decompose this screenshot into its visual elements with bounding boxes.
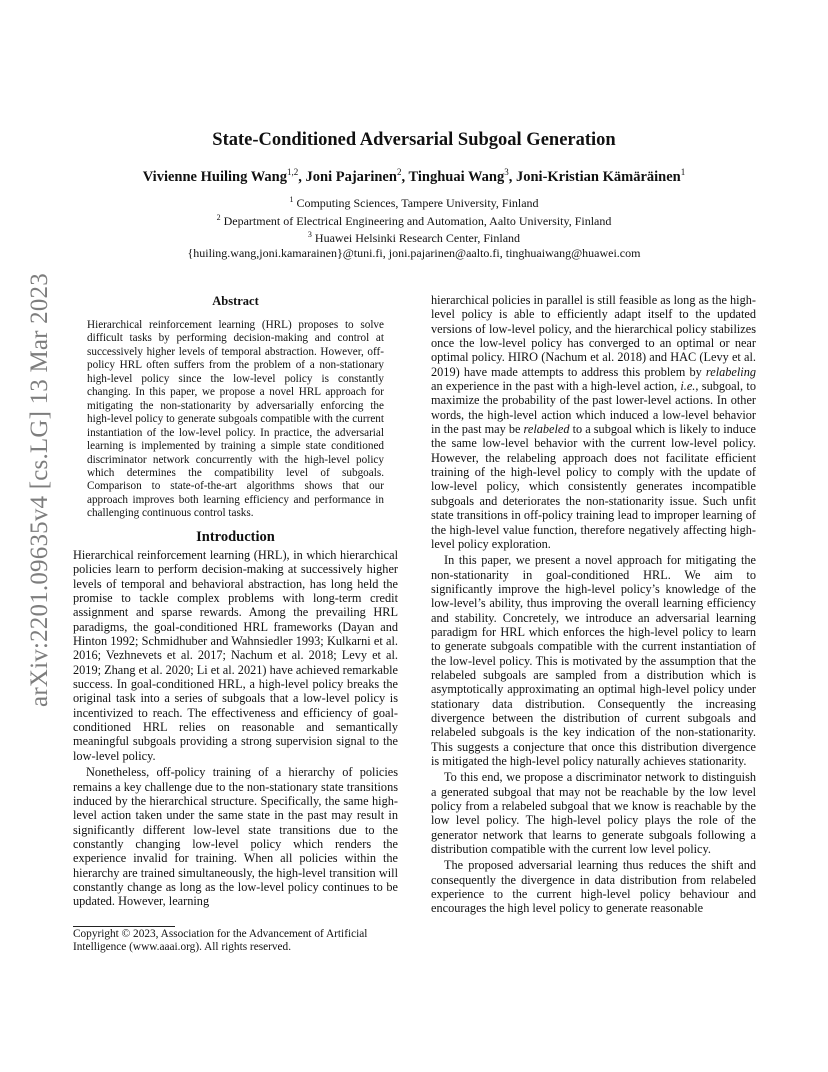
paper-title: State-Conditioned Adversarial Subgoal Generation xyxy=(212,130,616,150)
introduction-heading: Introduction xyxy=(196,529,275,545)
author: Tinghuai Wang$^3$ xyxy=(408,167,509,185)
paragraph: Hierarchical reinforcement learning (HRL), in which hierarchical policies learn to perform decision-making at successively higher levels of temporal and behavioral abstraction, has long held the promise to tackle complex problems with long-term credit assignment and sparse rewards. Among the prevailing HRL paradigms, the goal-conditioned HRL frameworks (Dayan and Hinton 1992; Schmidhuber and Wahnsiedler 1993; Kulkarni et al. 2016; Vezhnevets et al. 2017; Nachum et al. 2018; Levy et al. 2019; Zhang et al. 2020; Li et al. 2021) have achieved remarkable success. In goal-conditioned HRL, a high-level policy breaks the original task into a series of subgoals that a low-level policy is incentivized to reach. The effectiveness and efficiency of goal-conditioned HRL relies on reasonable and semantically meaningful subgoals providing a strong supervision signal to the low-level policy. xyxy=(73,548,398,763)
paragraph: To this end, we propose a discriminator network to distinguish a generated subgoal that may not be reachable by the low level policy from a relabeled subgoal that we know is reachable by the low level policy. The high-level policy plays the role of the generator network that learns to generate subgoals following a distribution compatible with the current low level policy. xyxy=(431,770,756,857)
paragraph: In this paper, we present a novel approach for mitigating the non-stationarity in goal-conditioned HRL. We aim to significantly improve the high-level policy’s knowledge of the low-level’s ability, thus improving the overall learning efficiency and stability. Concretely, we introduce an adversarial learning paradigm for HRL which enforces the high-level policy to learn to generate subgoals compatible with the current instantiation of the low-level policy. This is motivated by the assumption that the relabeled subgoals are sampled from a distribution which is asymptotically approximating an optimal high-level policy under stationary data distribution. Consequently the increasing divergence between the distribution of current subgoals and relabeled subgoals is the key indication of the non-stationarity. This suggests a conjecture that once this distribution divergence is mitigated the high-level policy naturally achieves stationarity. xyxy=(431,553,756,768)
affiliation: $^2$ Department of Electrical Engineering and Automation, Aalto University, Finland xyxy=(216,212,612,228)
author-list: Vivienne Huiling Wang$^{1,2}$, Joni Pajarinen$^2$, Tinghuai Wang$^3$, Joni-Kristian Kämäräinen$^1$ xyxy=(142,167,686,185)
paragraph: The proposed adversarial learning thus reduces the shift and consequently the divergence in data distribution from relabeled experience to the current high-level policy behaviour and encourages the high level policy to generate reasonable xyxy=(431,858,756,916)
copyright-notice: Copyright © 2023, Association for the Advancement of Artificial Intelligence (www.aaai.org). All rights reserved. xyxy=(73,928,368,954)
affiliation: $^1$ Computing Sciences, Tampere University, Finland xyxy=(289,195,539,210)
author-emails: {huiling.wang,joni.kamarainen}@tuni.fi, joni.pajarinen@aalto.fi, tinghuaiwang@huawei.com xyxy=(187,245,641,260)
paragraph: Nonetheless, off-policy training of a hierarchy of policies remains a key challenge due to the non-stationary state transitions induced by the hierarchical structure. Specifically, the same high-level action taken under the same state in the past may result in significantly different low-level state transitions due to the constantly changing low-level policy which renders the experience invalid for training. When all policies within the hierarchy are trained simultaneously, the high-level transition will constantly change as long as the low-level policy continues to be updated. However, learning xyxy=(73,765,398,909)
author: Vivienne Huiling Wang$^{1,2}$ xyxy=(142,167,299,185)
arxiv-stamp xyxy=(20,273,60,707)
affiliations xyxy=(0,193,828,260)
left-column-body xyxy=(73,548,398,909)
author: Joni Pajarinen$^2$ xyxy=(305,167,402,185)
paragraph: hierarchical policies in parallel is still feasible as long as the high-level policy is able to efficiently adapt itself to the updated versions of low-level policy, and the hierarchical policy stabilizes once the low-level policy has converged to an optimal or near optimal policy. HIRO (Nachum et al. 2018) and HAC (Levy et al. 2019) have made attempts to address this problem by relabeling an experience in the past with a high-level action, i.e., subgoal, to maximize the probability of the past lower-level actions. In other words, the high-level action which induced a low-level behavior in the past may be relabeled to a subgoal which is likely to induce the same low-level behavior with the current low-level policy. However, the relabeling approach does not facilitate efficient training of the high-level policy to comply with the update of low-level policy, which consistently generates incompatible subgoals and deteriorates the non-stationarity issue. Such unfit state transitions in off-policy training lead to improper learning of the high-level value function, therefore negatively affecting high-level policy exploration. xyxy=(431,293,757,551)
arxiv-id: arXiv:2201.09635v4 [cs.LG] 13 Mar 2023 xyxy=(26,273,54,707)
footnote-rule xyxy=(73,926,175,927)
author: Joni-Kristian Kämäräinen$^1$ xyxy=(515,167,686,185)
abstract-heading: Abstract xyxy=(212,294,259,308)
right-column-body xyxy=(431,293,756,916)
affiliation: $^3$ Huawei Helsinki Research Center, Finland xyxy=(307,230,521,246)
abstract-text: Hierarchical reinforcement learning (HRL) proposes to solve difficult tasks by performing decision-making and control at successively higher levels of temporal abstraction. However, off-policy HRL often suffers from the problem of a non-stationary high-level policy since the low-level policy is constantly changing. In this paper, we propose a novel HRL approach for mitigating the non-stationarity by adversarially enforcing the high-level policy to generate subgoals compatible with the current instantiation of the low-level policy. In practice, the adversarial learning is implemented by training a simple state conditioned discriminator network concurrently with the high-level policy which determines the compatibility level of subgoals. Comparison to state-of-the-art algorithms shows that our approach improves both learning efficiency and performance in challenging continuous control tasks. xyxy=(87,319,384,520)
